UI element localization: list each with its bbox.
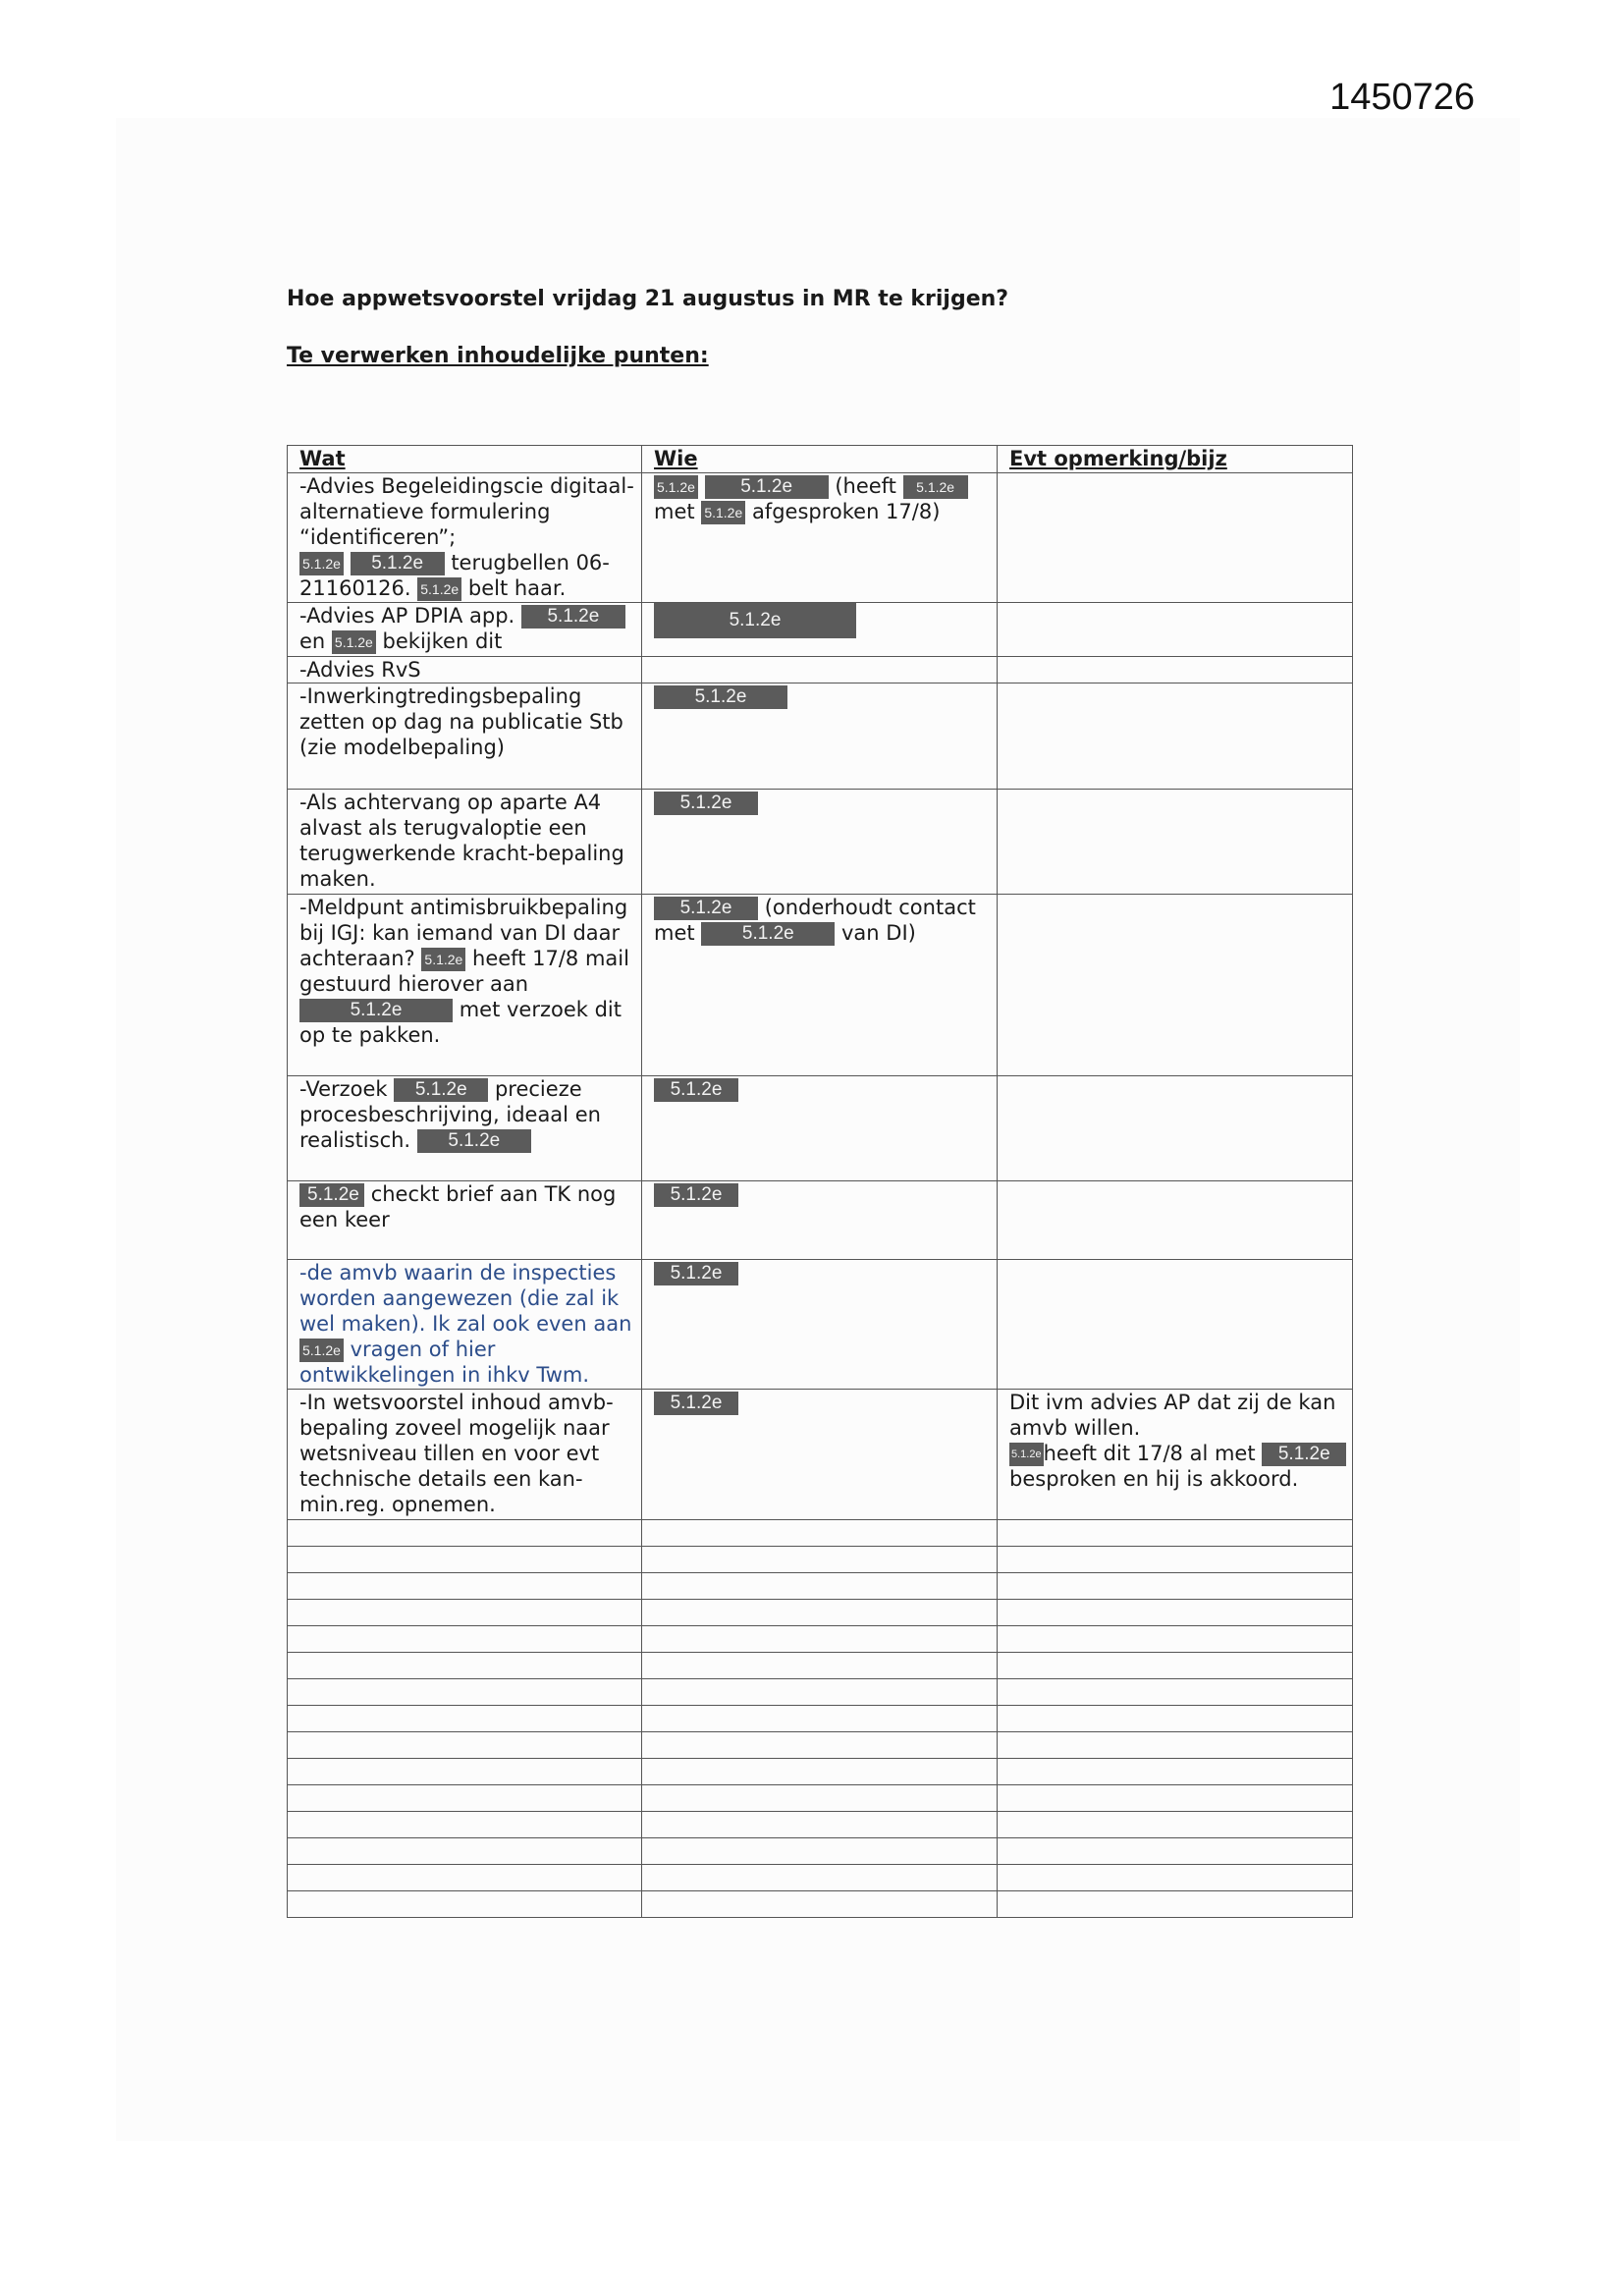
header-wat: Wat — [288, 446, 642, 473]
empty-cell — [998, 1520, 1353, 1547]
empty-cell — [998, 1759, 1353, 1785]
empty-table-row — [288, 1573, 1353, 1600]
empty-table-row — [288, 1600, 1353, 1626]
empty-cell — [288, 1679, 642, 1706]
cell-opmerking — [998, 683, 1353, 790]
empty-table-row — [288, 1865, 1353, 1891]
redaction-box: 5.1.2e — [654, 897, 758, 920]
cell-opmerking — [998, 790, 1353, 895]
cell-wie — [642, 1181, 998, 1260]
table-row — [288, 657, 1353, 683]
redaction-box: 5.1.2e — [417, 577, 461, 601]
redaction-box: 5.1.2e — [417, 1129, 531, 1153]
cell-wat: -Inwerkingtredingsbepaling zetten op dag na publicatie Stb (zie modelbepaling) — [288, 683, 642, 790]
redaction-box: 5.1.2e — [903, 475, 968, 499]
redaction-box: 5.1.2e — [654, 1183, 738, 1207]
cell-wie: 5.1.2e 5.1.2e (heeft 5.1.2e met 5.1.2e afgesproken 17/8) — [642, 473, 998, 603]
redaction-box: 5.1.2e — [351, 552, 445, 575]
empty-cell — [288, 1706, 642, 1732]
empty-cell — [998, 1812, 1353, 1838]
cell-wie — [642, 1390, 998, 1520]
redaction-box: 5.1.2e — [299, 1183, 364, 1207]
cell-opmerking — [998, 473, 1353, 603]
cell-wie — [642, 790, 998, 895]
cell-wie — [642, 603, 998, 657]
redaction-box: 5.1.2e — [299, 1339, 344, 1362]
empty-cell — [642, 1865, 998, 1891]
redaction-box: 5.1.2e — [654, 792, 758, 815]
empty-cell — [288, 1520, 642, 1547]
empty-cell — [288, 1838, 642, 1865]
redaction-box: 5.1.2e — [299, 552, 344, 575]
cell-opmerking — [998, 603, 1353, 657]
table-row — [288, 1260, 1353, 1390]
empty-cell — [288, 1600, 642, 1626]
table-row — [288, 1076, 1353, 1181]
empty-cell — [642, 1547, 998, 1573]
redaction-box: 5.1.2e — [654, 685, 787, 709]
header-wie: Wie — [642, 446, 998, 473]
empty-table-row — [288, 1626, 1353, 1653]
empty-cell — [998, 1891, 1353, 1918]
redaction-box: 5.1.2e — [701, 922, 835, 946]
empty-cell — [642, 1732, 998, 1759]
empty-cell — [642, 1838, 998, 1865]
empty-table-row — [288, 1706, 1353, 1732]
empty-table-row — [288, 1679, 1353, 1706]
cell-wie: 5.1.2e (onderhoudt contact met 5.1.2e van DI) — [642, 895, 998, 1076]
empty-cell — [288, 1573, 642, 1600]
empty-table-row — [288, 1759, 1353, 1785]
redaction-box: 5.1.2e — [654, 603, 856, 638]
empty-table-row — [288, 1785, 1353, 1812]
empty-cell — [642, 1706, 998, 1732]
empty-cell — [642, 1600, 998, 1626]
redaction-box: 5.1.2e — [299, 999, 453, 1022]
empty-cell — [288, 1891, 642, 1918]
empty-cell — [998, 1573, 1353, 1600]
cell-opmerking — [998, 1181, 1353, 1260]
table-header-row — [288, 446, 1353, 473]
cell-wie — [642, 1076, 998, 1181]
empty-cell — [642, 1626, 998, 1653]
empty-cell — [288, 1653, 642, 1679]
cell-wie — [642, 683, 998, 790]
empty-cell — [288, 1732, 642, 1759]
empty-table-row — [288, 1838, 1353, 1865]
empty-cell — [288, 1547, 642, 1573]
redaction-box: 5.1.2e — [654, 1392, 738, 1415]
empty-cell — [998, 1653, 1353, 1679]
table-row — [288, 603, 1353, 657]
empty-cell — [288, 1812, 642, 1838]
empty-table-row — [288, 1653, 1353, 1679]
cell-wat: -Advies Begeleidingscie digitaal-alternatieve formulering “identificeren”; 5.1.2e 5.1.2e terugbellen 06-21160126. 5.1.2e belt haar. — [288, 473, 642, 603]
empty-cell — [642, 1679, 998, 1706]
empty-cell — [998, 1706, 1353, 1732]
empty-table-row — [288, 1520, 1353, 1547]
table-row — [288, 790, 1353, 895]
redaction-box: 5.1.2e — [654, 1078, 738, 1102]
cell-opmerking — [998, 1260, 1353, 1390]
empty-table-row — [288, 1812, 1353, 1838]
document-number: 1450726 — [1329, 77, 1475, 118]
redaction-box: 5.1.2e — [394, 1078, 488, 1102]
table-row — [288, 683, 1353, 790]
empty-table-row — [288, 1547, 1353, 1573]
cell-opmerking — [998, 1076, 1353, 1181]
empty-cell — [998, 1732, 1353, 1759]
empty-cell — [998, 1679, 1353, 1706]
redaction-box: 5.1.2e — [654, 475, 698, 499]
cell-wat: 5.1.2e checkt brief aan TK nog een keer — [288, 1181, 642, 1260]
empty-cell — [642, 1812, 998, 1838]
cell-wie — [642, 657, 998, 683]
memo-subtitle: Te verwerken inhoudelijke punten: — [287, 344, 709, 368]
redaction-box: 5.1.2e — [421, 948, 465, 971]
empty-cell — [288, 1865, 642, 1891]
redaction-box: 5.1.2e — [654, 1262, 738, 1285]
empty-cell — [288, 1626, 642, 1653]
cell-wat: -Meldpunt antimisbruikbepaling bij IGJ: kan iemand van DI daar achteraan? 5.1.2e heeft 17/8 mail gestuurd hierover aan 5.1.2e met verzoek dit op te pakken. — [288, 895, 642, 1076]
empty-cell — [642, 1891, 998, 1918]
cell-opmerking: Dit ivm advies AP dat zij de kan amvb willen. 5.1.2eheeft dit 17/8 al met 5.1.2e besproken en hij is akkoord. — [998, 1390, 1353, 1520]
empty-table-row — [288, 1732, 1353, 1759]
cell-wie — [642, 1260, 998, 1390]
empty-cell — [998, 1865, 1353, 1891]
memo-title: Hoe appwetsvoorstel vrijdag 21 augustus in MR te krijgen? — [287, 287, 1009, 311]
table-row — [288, 1390, 1353, 1520]
redaction-box: 5.1.2e — [1262, 1443, 1346, 1466]
cell-wat: -Verzoek 5.1.2e precieze procesbeschrijving, ideaal en realistisch. 5.1.2e — [288, 1076, 642, 1181]
empty-cell — [998, 1626, 1353, 1653]
empty-cell — [642, 1785, 998, 1812]
cell-wat: -Advies AP DPIA app. 5.1.2e en 5.1.2e bekijken dit — [288, 603, 642, 657]
empty-cell — [642, 1653, 998, 1679]
empty-cell — [998, 1785, 1353, 1812]
cell-opmerking — [998, 657, 1353, 683]
header-opmerking: Evt opmerking/bijz — [998, 446, 1353, 473]
cell-opmerking — [998, 895, 1353, 1076]
empty-cell — [288, 1785, 642, 1812]
table-row — [288, 1181, 1353, 1260]
table-row — [288, 473, 1353, 603]
redaction-box: 5.1.2e — [1009, 1443, 1044, 1466]
cell-wat: -Advies RvS — [288, 657, 642, 683]
redaction-box: 5.1.2e — [701, 501, 745, 524]
empty-cell — [642, 1520, 998, 1547]
empty-cell — [998, 1838, 1353, 1865]
empty-table-row — [288, 1891, 1353, 1918]
redaction-box: 5.1.2e — [521, 605, 625, 629]
cell-wat: -In wetsvoorstel inhoud amvb-bepaling zoveel mogelijk naar wetsniveau tillen en voor evt technische details een kan-min.reg. opnemen. — [288, 1390, 642, 1520]
empty-cell — [288, 1759, 642, 1785]
empty-cell — [642, 1573, 998, 1600]
cell-wat: -de amvb waarin de inspecties worden aangewezen (die zal ik wel maken). Ik zal ook even aan 5.1.2e vragen of hier ontwikkelingen in ihkv Twm. — [288, 1260, 642, 1390]
cell-wat: -Als achtervang op aparte A4 alvast als terugvaloptie een terugwerkende kracht-bepaling maken. — [288, 790, 642, 895]
empty-cell — [998, 1547, 1353, 1573]
action-table — [287, 445, 1353, 1918]
empty-cell — [642, 1759, 998, 1785]
empty-cell — [998, 1600, 1353, 1626]
redaction-box: 5.1.2e — [332, 630, 376, 654]
table-row — [288, 895, 1353, 1076]
redaction-box: 5.1.2e — [705, 475, 829, 499]
